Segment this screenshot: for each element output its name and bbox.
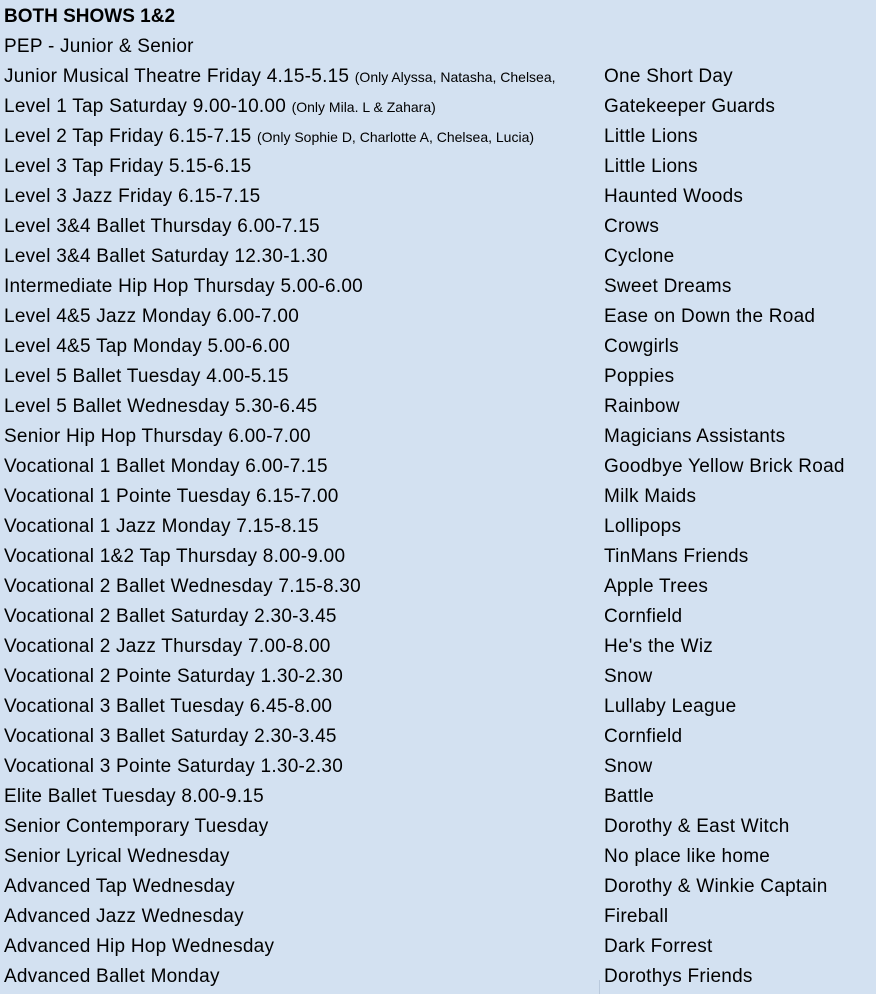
dance-name: TinMans Friends [604,546,749,567]
class-cell [4,302,299,332]
class-row [0,722,876,752]
class-row [0,212,876,242]
class-name: Vocational 3 Ballet Tuesday 6.45-8.00 [4,696,333,717]
class-row [0,272,876,302]
class-name: Level 1 Tap Saturday 9.00-10.00 [4,96,287,117]
class-name: Elite Ballet Tuesday 8.00-9.15 [4,786,264,807]
class-row [0,242,876,272]
class-name: Junior Musical Theatre Friday 4.15-5.15 [4,66,350,87]
class-cell [4,242,328,272]
class-row [0,422,876,452]
dance-name: Magicians Assistants [604,426,786,447]
class-row [0,482,876,512]
class-cell [4,392,317,422]
dance-name: Dark Forrest [604,936,713,957]
class-name: Senior Lyrical Wednesday [4,846,230,867]
class-row [0,542,876,572]
class-note: (Only Sophie D, Charlotte A, Chelsea, Lucia) [257,129,535,145]
dance-name: Little Lions [604,126,698,147]
class-cell [4,212,320,242]
dance-name: Cyclone [604,246,675,267]
class-name: Senior Contemporary Tuesday [4,816,269,837]
class-name: Level 5 Ballet Wednesday 5.30-6.45 [4,396,318,417]
class-name: Vocational 3 Ballet Saturday 2.30-3.45 [4,726,337,747]
class-row [0,662,876,692]
sheet-subheading: PEP - Junior & Senior [4,36,194,57]
dance-name: One Short Day [604,66,733,87]
class-cell [4,692,332,722]
class-name: Advanced Tap Wednesday [4,876,235,897]
class-cell [4,812,268,842]
dance-name: Cowgirls [604,336,679,357]
class-row [0,632,876,662]
class-row [0,362,876,392]
dance-name: Cornfield [604,726,683,747]
class-name: Vocational 2 Jazz Thursday 7.00-8.00 [4,636,331,657]
dance-name: Gatekeeper Guards [604,96,776,117]
class-row [0,392,876,422]
class-cell [4,182,261,212]
class-name: Vocational 1 Pointe Tuesday 6.15-7.00 [4,486,339,507]
class-row [0,62,876,92]
dance-name: Goodbye Yellow Brick Road [604,456,845,477]
class-cell [4,62,556,92]
class-cell [4,512,319,542]
class-cell [4,932,274,962]
dance-name: Apple Trees [604,576,709,597]
subheading-row [0,32,876,62]
class-name: Vocational 1 Jazz Monday 7.15-8.15 [4,516,319,537]
class-cell [4,722,337,752]
class-row [0,182,876,212]
class-cell [4,602,337,632]
class-row [0,782,876,812]
sheet-heading: BOTH SHOWS 1&2 [4,6,176,27]
class-row [0,92,876,122]
dance-name: Crows [604,216,660,237]
class-cell [4,272,363,302]
class-name: Vocational 2 Pointe Saturday 1.30-2.30 [4,666,344,687]
dance-name: Lollipops [604,516,682,537]
class-row [0,302,876,332]
class-cell [4,422,311,452]
class-cell [4,452,328,482]
class-row [0,572,876,602]
class-name: Vocational 2 Ballet Wednesday 7.15-8.30 [4,576,361,597]
class-note: (Only Mila. L & Zahara) [291,99,436,115]
class-row [0,842,876,872]
class-cell [4,92,436,122]
class-cell [4,122,534,152]
cell-gridline [599,980,600,994]
class-cell [4,782,264,812]
class-name: Intermediate Hip Hop Thursday 5.00-6.00 [4,276,363,297]
dance-name: Dorothys Friends [604,966,753,987]
class-row [0,932,876,962]
class-name: Level 2 Tap Friday 6.15-7.15 [4,126,252,147]
dance-name: Fireball [604,906,669,927]
dance-name: Haunted Woods [604,186,744,207]
class-row [0,752,876,782]
class-cell [4,872,235,902]
class-name: Level 3&4 Ballet Thursday 6.00-7.15 [4,216,320,237]
dance-name: Rainbow [604,396,680,417]
dance-name: No place like home [604,846,771,867]
class-name: Advanced Hip Hop Wednesday [4,936,275,957]
class-cell [4,962,220,992]
class-name: Level 3&4 Ballet Saturday 12.30-1.30 [4,246,328,267]
dance-name: Sweet Dreams [604,276,732,297]
class-row [0,332,876,362]
class-row [0,152,876,182]
dance-name: He's the Wiz [604,636,714,657]
class-name: Vocational 1 Ballet Monday 6.00-7.15 [4,456,328,477]
class-row [0,122,876,152]
class-name: Level 4&5 Jazz Monday 6.00-7.00 [4,306,300,327]
dance-name: Snow [604,666,653,687]
dance-name: Poppies [604,366,675,387]
class-cell [4,572,361,602]
class-cell [4,332,290,362]
class-list [0,62,876,992]
dance-name: Little Lions [604,156,698,177]
class-cell [4,752,343,782]
class-row [0,452,876,482]
class-name: Vocational 3 Pointe Saturday 1.30-2.30 [4,756,344,777]
dance-name: Milk Maids [604,486,697,507]
dance-name: Lullaby League [604,696,737,717]
class-cell [4,842,230,872]
dance-name: Battle [604,786,655,807]
class-cell [4,362,289,392]
class-cell [4,152,251,182]
class-row [0,692,876,722]
class-name: Vocational 2 Ballet Saturday 2.30-3.45 [4,606,337,627]
class-cell [4,542,345,572]
class-name: Level 3 Jazz Friday 6.15-7.15 [4,186,261,207]
class-name: Advanced Jazz Wednesday [4,906,244,927]
class-cell [4,902,244,932]
class-note: (Only Alyssa, Natasha, Chelsea, [354,69,556,85]
class-row [0,902,876,932]
dance-name: Dorothy & Winkie Captain [604,876,828,897]
class-row [0,962,876,992]
class-name: Level 4&5 Tap Monday 5.00-6.00 [4,336,291,357]
class-row [0,512,876,542]
class-name: Senior Hip Hop Thursday 6.00-7.00 [4,426,311,447]
class-cell [4,482,339,512]
class-name: Level 3 Tap Friday 5.15-6.15 [4,156,252,177]
class-row [0,812,876,842]
class-cell [4,662,343,692]
dance-name: Cornfield [604,606,683,627]
class-name: Advanced Ballet Monday [4,966,220,987]
class-cell [4,632,331,662]
class-name: Level 5 Ballet Tuesday 4.00-5.15 [4,366,289,387]
class-row [0,872,876,902]
class-name: Vocational 1&2 Tap Thursday 8.00-9.00 [4,546,346,567]
heading-row [0,2,876,32]
dance-name: Snow [604,756,653,777]
class-row [0,602,876,632]
dance-name: Dorothy & East Witch [604,816,790,837]
dance-name: Ease on Down the Road [604,306,816,327]
schedule-sheet [0,2,876,992]
